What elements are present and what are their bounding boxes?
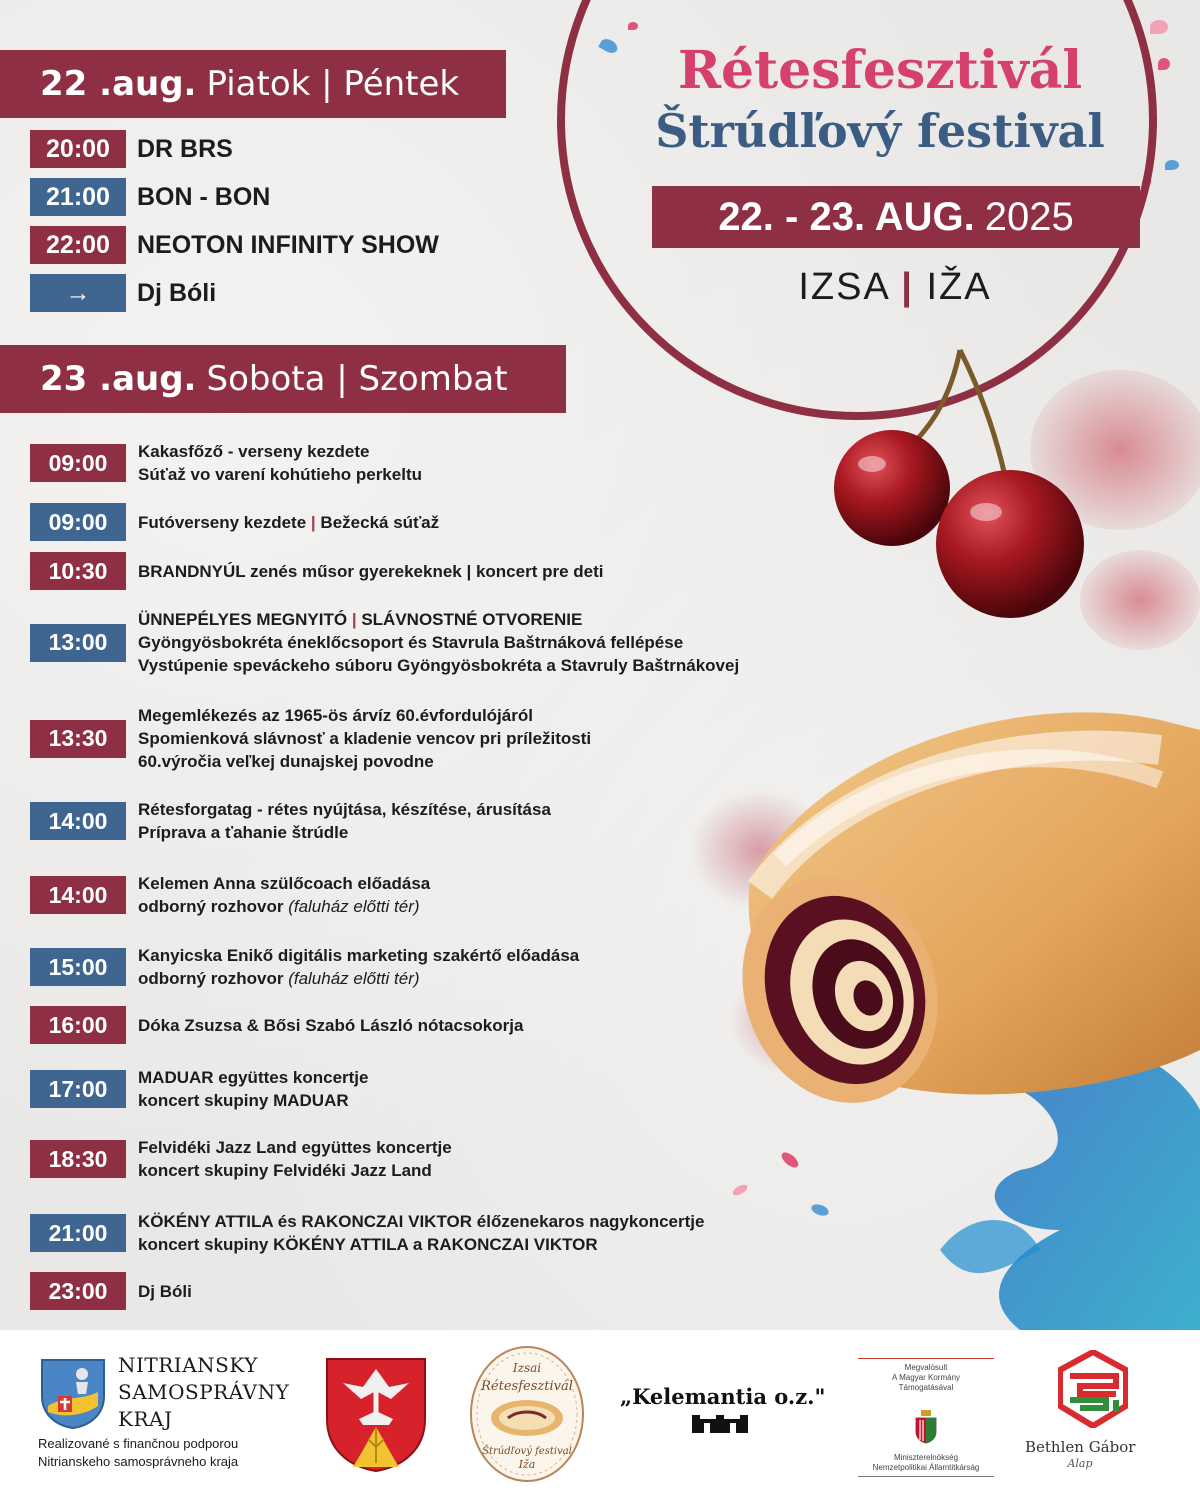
festival-stamp-logo bbox=[468, 1344, 586, 1484]
event-line bbox=[138, 895, 430, 918]
event-line: Kanyicska Enikő digitális marketing szakértő előadása bbox=[138, 946, 580, 965]
event-description bbox=[138, 1210, 704, 1256]
stamp-text-middle: Rétesfesztivál bbox=[481, 1379, 573, 1394]
event-line-part: SLÁVNOSTNÉ OTVORENIE bbox=[361, 610, 583, 629]
funding-note-line: Realizované s finančnou podporou bbox=[38, 1436, 239, 1451]
event-time: 18:30 bbox=[30, 1140, 126, 1178]
event-title: Dj Bóli bbox=[137, 278, 217, 307]
event-line bbox=[138, 608, 739, 631]
schedule-row bbox=[30, 872, 430, 918]
iza-coat-of-arms-logo bbox=[323, 1355, 429, 1475]
event-line: Futóverseny kezdete bbox=[138, 512, 307, 532]
event-line: koncert skupiny KÖKÉNY ATTILA a RAKONCZAI VIKTOR bbox=[138, 1235, 598, 1254]
day2-header bbox=[0, 345, 566, 413]
schedule-row bbox=[30, 944, 579, 990]
nsk-name-line: SAMOSPRÁVNY bbox=[118, 1380, 290, 1404]
event-description bbox=[138, 1066, 369, 1112]
kelemantia-logo-text: „Kelemantia o.z." bbox=[620, 1384, 826, 1409]
event-time: 23:00 bbox=[30, 1272, 126, 1310]
event-line: Rétesforgatag - rétes nyújtása, készítése, árusítása bbox=[138, 800, 551, 819]
event-line-part: ÜNNEPÉLYES MEGNYITÓ bbox=[138, 610, 348, 629]
schedule-row bbox=[30, 440, 422, 486]
schedule-row bbox=[30, 503, 439, 541]
event-location-note: (faluház előtti tér) bbox=[288, 897, 420, 916]
festival-dates: 22. - 23. AUG. bbox=[718, 194, 975, 239]
strudel-illustration bbox=[640, 690, 1200, 1330]
stamp-text-place: Iža bbox=[518, 1458, 536, 1471]
event-line: Súťaž vo varení kohútieho perkeltu bbox=[138, 465, 422, 484]
event-time: 09:00 bbox=[30, 444, 126, 482]
festival-date-banner bbox=[652, 186, 1140, 248]
schedule-row bbox=[30, 1272, 192, 1310]
event-line: koncert skupiny MADUAR bbox=[138, 1091, 349, 1110]
event-line: Kakasfőző - verseny kezdete bbox=[138, 442, 370, 461]
schedule-row bbox=[30, 1136, 452, 1182]
festival-place bbox=[740, 266, 1050, 309]
schedule-row bbox=[30, 704, 591, 773]
event-line: koncert skupiny Felvidéki Jazz Land bbox=[138, 1161, 432, 1180]
cherries-illustration bbox=[820, 340, 1200, 660]
event-line: Felvidéki Jazz Land együttes koncertje bbox=[138, 1138, 452, 1157]
nsk-name-line: NITRIANSKY bbox=[118, 1353, 258, 1377]
event-description bbox=[138, 1014, 523, 1037]
funding-note-line: Nitrianskeho samosprávneho kraja bbox=[38, 1454, 239, 1469]
event-description bbox=[138, 1280, 192, 1303]
schedule-row bbox=[30, 798, 551, 844]
event-line-part: odborný rozhovor bbox=[138, 897, 284, 916]
event-time: 13:30 bbox=[30, 720, 126, 758]
event-description bbox=[138, 560, 603, 583]
event-time: 10:30 bbox=[30, 552, 126, 590]
gov-line: Nemzetpolitikai Államtitkárság bbox=[872, 1463, 980, 1472]
schedule-row bbox=[30, 130, 233, 168]
schedule-row bbox=[30, 1006, 523, 1044]
event-description bbox=[138, 608, 739, 677]
nsk-name-line: KRAJ bbox=[118, 1407, 173, 1431]
event-title: NEOTON INFINITY SHOW bbox=[137, 230, 439, 259]
event-line: Megemlékezés az 1965-ös árvíz 60.évfordulójáról bbox=[138, 706, 533, 725]
day2-date: 23 .aug. bbox=[40, 359, 197, 399]
event-line: Dóka Zsuzsa & Bősi Szabó László nótacsokorja bbox=[138, 1015, 524, 1035]
event-line: Gyöngyösbokréta éneklőcsoport és Stavrula Baštrnáková fellépése bbox=[138, 633, 684, 652]
schedule-row bbox=[30, 178, 270, 216]
paint-drop-decoration bbox=[1165, 160, 1179, 170]
day2-weekday: Sobota | Szombat bbox=[206, 359, 508, 399]
schedule-row bbox=[30, 226, 439, 264]
bethlen-gabor-name: Bethlen Gábor bbox=[1025, 1438, 1136, 1456]
event-time: 13:00 bbox=[30, 624, 126, 662]
day1-header bbox=[0, 50, 506, 118]
event-time: 22:00 bbox=[30, 226, 126, 264]
schedule-row bbox=[30, 552, 603, 590]
event-line: 60.výročia veľkej dunajskej povodne bbox=[138, 752, 434, 771]
festival-title-hu: Rétesfesztivál bbox=[677, 40, 1083, 101]
event-line bbox=[138, 967, 579, 990]
place-sk: IŽA bbox=[926, 266, 992, 308]
event-line: BRANDNYÚL zenés műsor gyerekeknek | koncert pre deti bbox=[138, 561, 604, 581]
event-time: 09:00 bbox=[30, 503, 126, 541]
event-line: Kelemen Anna szülőcoach előadása bbox=[138, 874, 431, 893]
event-description bbox=[138, 704, 591, 773]
event-description bbox=[138, 1136, 452, 1182]
schedule-row bbox=[30, 608, 739, 677]
event-line: Spomienková slávnosť a kladenie vencov pri príležitosti bbox=[138, 729, 592, 748]
gov-line: Miniszterelnökség bbox=[893, 1453, 959, 1462]
event-description bbox=[138, 440, 422, 486]
event-time: 17:00 bbox=[30, 1070, 126, 1108]
schedule-row bbox=[30, 1066, 369, 1112]
event-location-note: (faluház előtti tér) bbox=[288, 969, 420, 988]
event-description bbox=[138, 872, 430, 918]
hungarian-government-support bbox=[858, 1358, 994, 1393]
event-description bbox=[138, 511, 439, 534]
nitra-region-crest-logo bbox=[38, 1356, 108, 1430]
event-line: Príprava a ťahanie štrúdle bbox=[138, 823, 349, 842]
event-title: BON - BON bbox=[137, 182, 271, 211]
event-time: 20:00 bbox=[30, 130, 126, 168]
event-time: 21:00 bbox=[30, 178, 126, 216]
event-time: 21:00 bbox=[30, 1214, 126, 1252]
nitra-region-name bbox=[118, 1352, 289, 1433]
arrow-right-icon: → bbox=[30, 274, 126, 312]
event-line: Bežecká súťaž bbox=[320, 512, 440, 532]
paint-drop-decoration bbox=[1150, 20, 1168, 34]
gov-line: Támogatásával bbox=[898, 1383, 954, 1392]
event-time: 14:00 bbox=[30, 876, 126, 914]
kelemantia-fort-icon bbox=[690, 1413, 750, 1433]
schedule-row bbox=[30, 274, 216, 312]
event-title: DR BRS bbox=[137, 134, 233, 163]
event-description bbox=[138, 944, 579, 990]
funding-note bbox=[38, 1435, 238, 1471]
event-time: 16:00 bbox=[30, 1006, 126, 1044]
ministry-office bbox=[858, 1453, 994, 1477]
bethlen-gabor-sub: Alap bbox=[1067, 1457, 1093, 1470]
event-time: 14:00 bbox=[30, 802, 126, 840]
event-line: MADUAR együttes koncertje bbox=[138, 1068, 369, 1087]
event-description bbox=[138, 798, 551, 844]
event-line: Vystúpenie speváckeho súboru Gyöngyösbokréta a Stavruly Baštrnákovej bbox=[138, 656, 740, 675]
festival-title-sk: Štrúdľový festival bbox=[655, 104, 1105, 158]
gov-line: Megvalósult bbox=[904, 1363, 948, 1372]
event-line: KÖKÉNY ATTILA és RAKONCZAI VIKTOR élőzenekaros nagykoncertje bbox=[138, 1212, 705, 1231]
place-hu: IZSA bbox=[798, 266, 889, 308]
event-line-part: odborný rozhovor bbox=[138, 969, 284, 988]
separator: | bbox=[351, 610, 357, 629]
place-separator: | bbox=[901, 266, 914, 308]
gov-line: A Magyar Kormány bbox=[891, 1373, 961, 1382]
stamp-text-bottom: Štrúdľový festival bbox=[482, 1446, 572, 1457]
hungarian-coat-of-arms-icon bbox=[914, 1410, 938, 1444]
stamp-text-top: Izsai bbox=[512, 1361, 542, 1375]
bethlen-gabor-fund-logo bbox=[1058, 1350, 1128, 1428]
separator: | bbox=[310, 512, 316, 532]
day1-weekday: Piatok | Péntek bbox=[206, 64, 460, 104]
event-time: 15:00 bbox=[30, 948, 126, 986]
event-line: Dj Bóli bbox=[138, 1281, 192, 1301]
festival-year: 2025 bbox=[984, 194, 1074, 239]
day1-date: 22 .aug. bbox=[40, 64, 197, 104]
schedule-row bbox=[30, 1210, 704, 1256]
